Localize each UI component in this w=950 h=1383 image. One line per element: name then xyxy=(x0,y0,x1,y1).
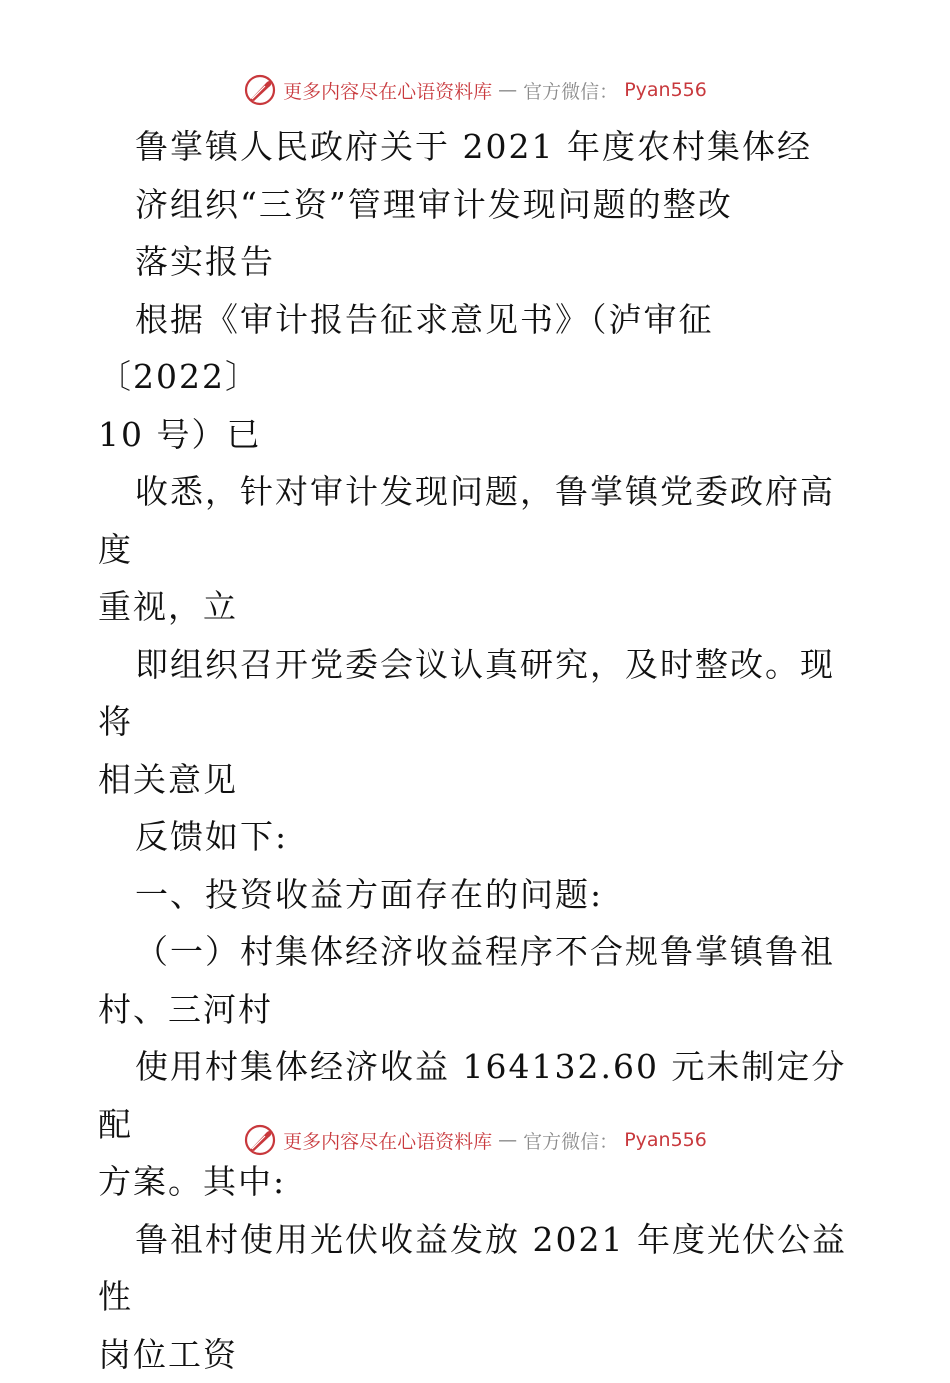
watermark-wechat-label: 官方微信： xyxy=(523,77,618,104)
title-line-3: 落实报告 xyxy=(98,233,858,291)
watermark-site-text: 更多内容尽在心语资料库 xyxy=(283,1127,492,1154)
body-line: 鲁祖村使用光伏收益发放 2021 年度光伏公益性 xyxy=(98,1211,858,1326)
section-heading: 一、投资收益方面存在的问题: xyxy=(98,866,858,924)
watermark-top xyxy=(0,70,950,110)
watermark-wechat-id: Pyan556 xyxy=(624,79,707,101)
title-line-2: 济组织“三资”管理审计发现问题的整改 xyxy=(98,176,858,234)
document-body xyxy=(98,118,858,1383)
body-line: 收悉，针对审计发现问题，鲁掌镇党委政府高度 xyxy=(98,463,858,578)
body-line: 相关意见 xyxy=(98,751,858,809)
body-line: 方案。其中: xyxy=(98,1153,858,1211)
feather-pen-logo-icon xyxy=(243,1123,277,1157)
subsection-heading: （一）村集体经济收益程序不合规鲁掌镇鲁祖 xyxy=(98,923,858,981)
watermark-site-text: 更多内容尽在心语资料库 xyxy=(283,77,492,104)
body-line: 即组织召开党委会议认真研究，及时整改。现将 xyxy=(98,636,858,751)
watermark-bottom xyxy=(0,1120,950,1160)
body-line: 10 号）已 xyxy=(98,406,858,464)
watermark-wechat-label: 官方微信： xyxy=(523,1127,618,1154)
feather-pen-logo-icon xyxy=(243,73,277,107)
title-line-1: 鲁掌镇人民政府关于 2021 年度农村集体经 xyxy=(98,118,858,176)
watermark-dash: — xyxy=(498,79,517,101)
body-line: 使用村集体经济收益 164132.60 元未制定分配 xyxy=(98,1038,858,1153)
watermark-dash: — xyxy=(498,1129,517,1151)
watermark-wechat-id: Pyan556 xyxy=(624,1129,707,1151)
body-line: 根据《审计报告征求意见书》（泸审征〔2022〕 xyxy=(98,291,858,406)
body-line: 反馈如下: xyxy=(98,808,858,866)
body-line: 村、三河村 xyxy=(98,981,858,1039)
body-line: 岗位工资 xyxy=(98,1326,858,1383)
body-line: 重视，立 xyxy=(98,578,858,636)
